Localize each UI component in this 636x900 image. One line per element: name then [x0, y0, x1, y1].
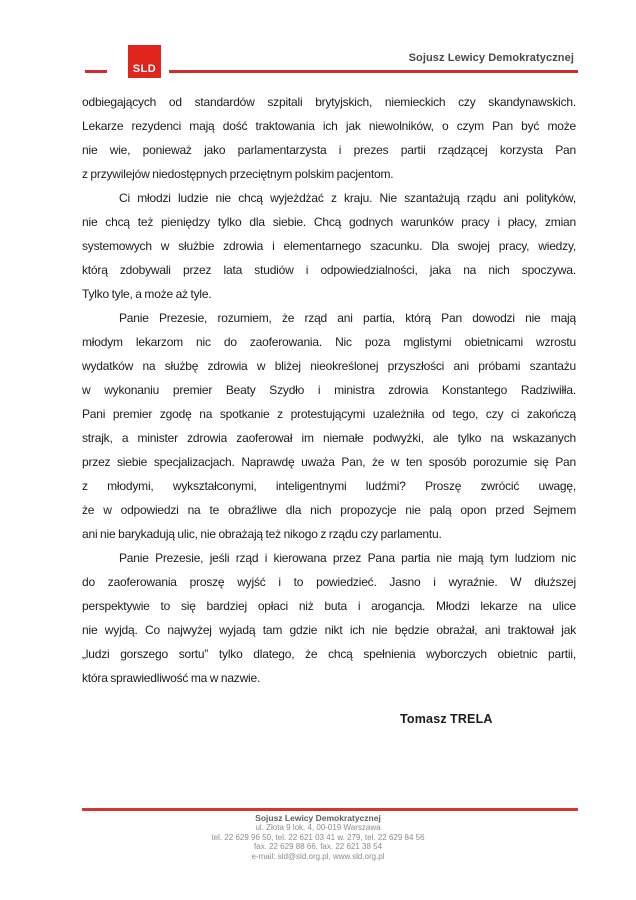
- text-line: odbiegających od standardów szpitali brytyjskich, niemieckich czy skandynawskich.: [82, 95, 576, 109]
- letter-body: [82, 90, 576, 726]
- paragraph: [82, 186, 576, 306]
- text-line: Panie Prezesie, rozumiem, że rząd ani partia, którą Pan dowodzi nie mają: [119, 311, 576, 325]
- text-line: strajk, a minister zdrowia zaoferował im niemałe podwyżki, ale tylko na wskazanych: [82, 431, 576, 445]
- text-line: „ludzi gorszego sortu” tylko dlatego, że chcą spełnienia wyborczych obietnic partii,: [82, 647, 576, 661]
- text-line: Pani premier zgodę na spotkanie z protestującymi uzależniła od tego, czy ci zakończą: [82, 407, 576, 421]
- footer-fax: fax. 22 629 88 66, fax. 22 621 38 54: [253, 842, 383, 851]
- footer: [0, 813, 636, 861]
- text-line: wydatków na służbę zdrowia w bliżej nieokreślonej przyszłości ani próbami szantażu: [82, 359, 576, 373]
- text-line: nie wyjdą. Co najwyżej wyjadą tam gdzie nikt ich nie będzie obrażał, ani traktował jak: [82, 623, 576, 637]
- text-line: która sprawiedliwość ma w nazwie.: [82, 671, 261, 685]
- text-line: systemowych w służbie zdrowia i elementarnego szacunku. Dla swojej pracy, wiedzy,: [82, 239, 576, 253]
- paragraph: [82, 90, 576, 186]
- sld-logo-text: SLD: [132, 63, 157, 75]
- text-line: ani nie barykadują ulic, nie obrażają też nikogo z rządu czy parlamentu.: [82, 527, 442, 541]
- text-line: przez siebie specjalizacjach. Naprawdę uważa Pan, że w ten sposób porozumie się Pan: [82, 455, 576, 469]
- text-line: nie chcą też pieniędzy tylko dla siebie. Chcą godnych warunków pracy i płacy, zmian: [82, 215, 576, 229]
- text-line: nie wie, ponieważ jako parlamentarzysta i prezes partii rządzącej korzysta Pan: [82, 143, 576, 157]
- header-rule: [169, 70, 578, 73]
- text-line: do zaoferowania proszę wyjść i to powiedzieć. Jasno i wyraźnie. W dłuższej: [82, 575, 576, 589]
- text-line: którą zdobywali przez lata studiów i odpowiedzialności, jaka na nich spoczywa.: [82, 263, 576, 277]
- footer-org-name: Sojusz Lewicy Demokratycznej: [255, 813, 381, 823]
- signature: Tomasz TRELA: [400, 712, 493, 726]
- footer-email-web: e-mail: sld@sld.org.pl, www.sld.org.pl: [251, 851, 385, 861]
- paragraph: [82, 546, 576, 690]
- text-line: Panie Prezesie, jeśli rząd i kierowana przez Pana partia nie mają tym ludziom nic: [119, 551, 576, 565]
- text-line: Ci młodzi ludzie nie chcą wyjeżdżać z kraju. Nie szantażują rządu ani polityków,: [119, 191, 576, 205]
- text-line: z przywilejów niedostępnych przeciętnym polskim pacjentom.: [82, 167, 394, 181]
- text-line: Tylko tyle, a może aż tyle.: [82, 287, 212, 301]
- letter-paragraphs: [82, 90, 576, 690]
- text-line: perspektywie to się bardziej opłaci niż buta i arogancja. Młodzi lekarze na ulice: [82, 599, 576, 613]
- footer-phones: tel. 22 629 96 50, tel. 22 621 03 41 w. 279, tel. 22 629 84 56: [211, 832, 425, 842]
- paragraph: [82, 306, 576, 546]
- text-line: że w odpowiedzi na te obraźliwe dla nich propozycje nie palą opon przed Sejmem: [82, 503, 576, 517]
- header-org-name: Sojusz Lewicy Demokratycznej: [408, 52, 574, 64]
- sld-logo: [128, 45, 161, 78]
- footer-address: ul. Złota 9 lok. 4, 00-019 Warszawa: [255, 823, 381, 832]
- header-left-dash: [85, 70, 107, 73]
- text-line: z młodymi, wykształconymi, inteligentnymi ludźmi? Proszę zwrócić uwagę,: [82, 479, 576, 493]
- footer-rule: [82, 808, 578, 811]
- text-line: Lekarze rezydenci mają dość traktowania ich jak niewolników, o czym Pan być może: [82, 119, 576, 133]
- text-line: młodym lekarzom nic do zaoferowania. Nic poza mglistymi obietnicami wzrostu: [82, 335, 576, 349]
- text-line: w wykonaniu premier Beaty Szydło i ministra zdrowia Konstantego Radziwiłła.: [82, 383, 576, 397]
